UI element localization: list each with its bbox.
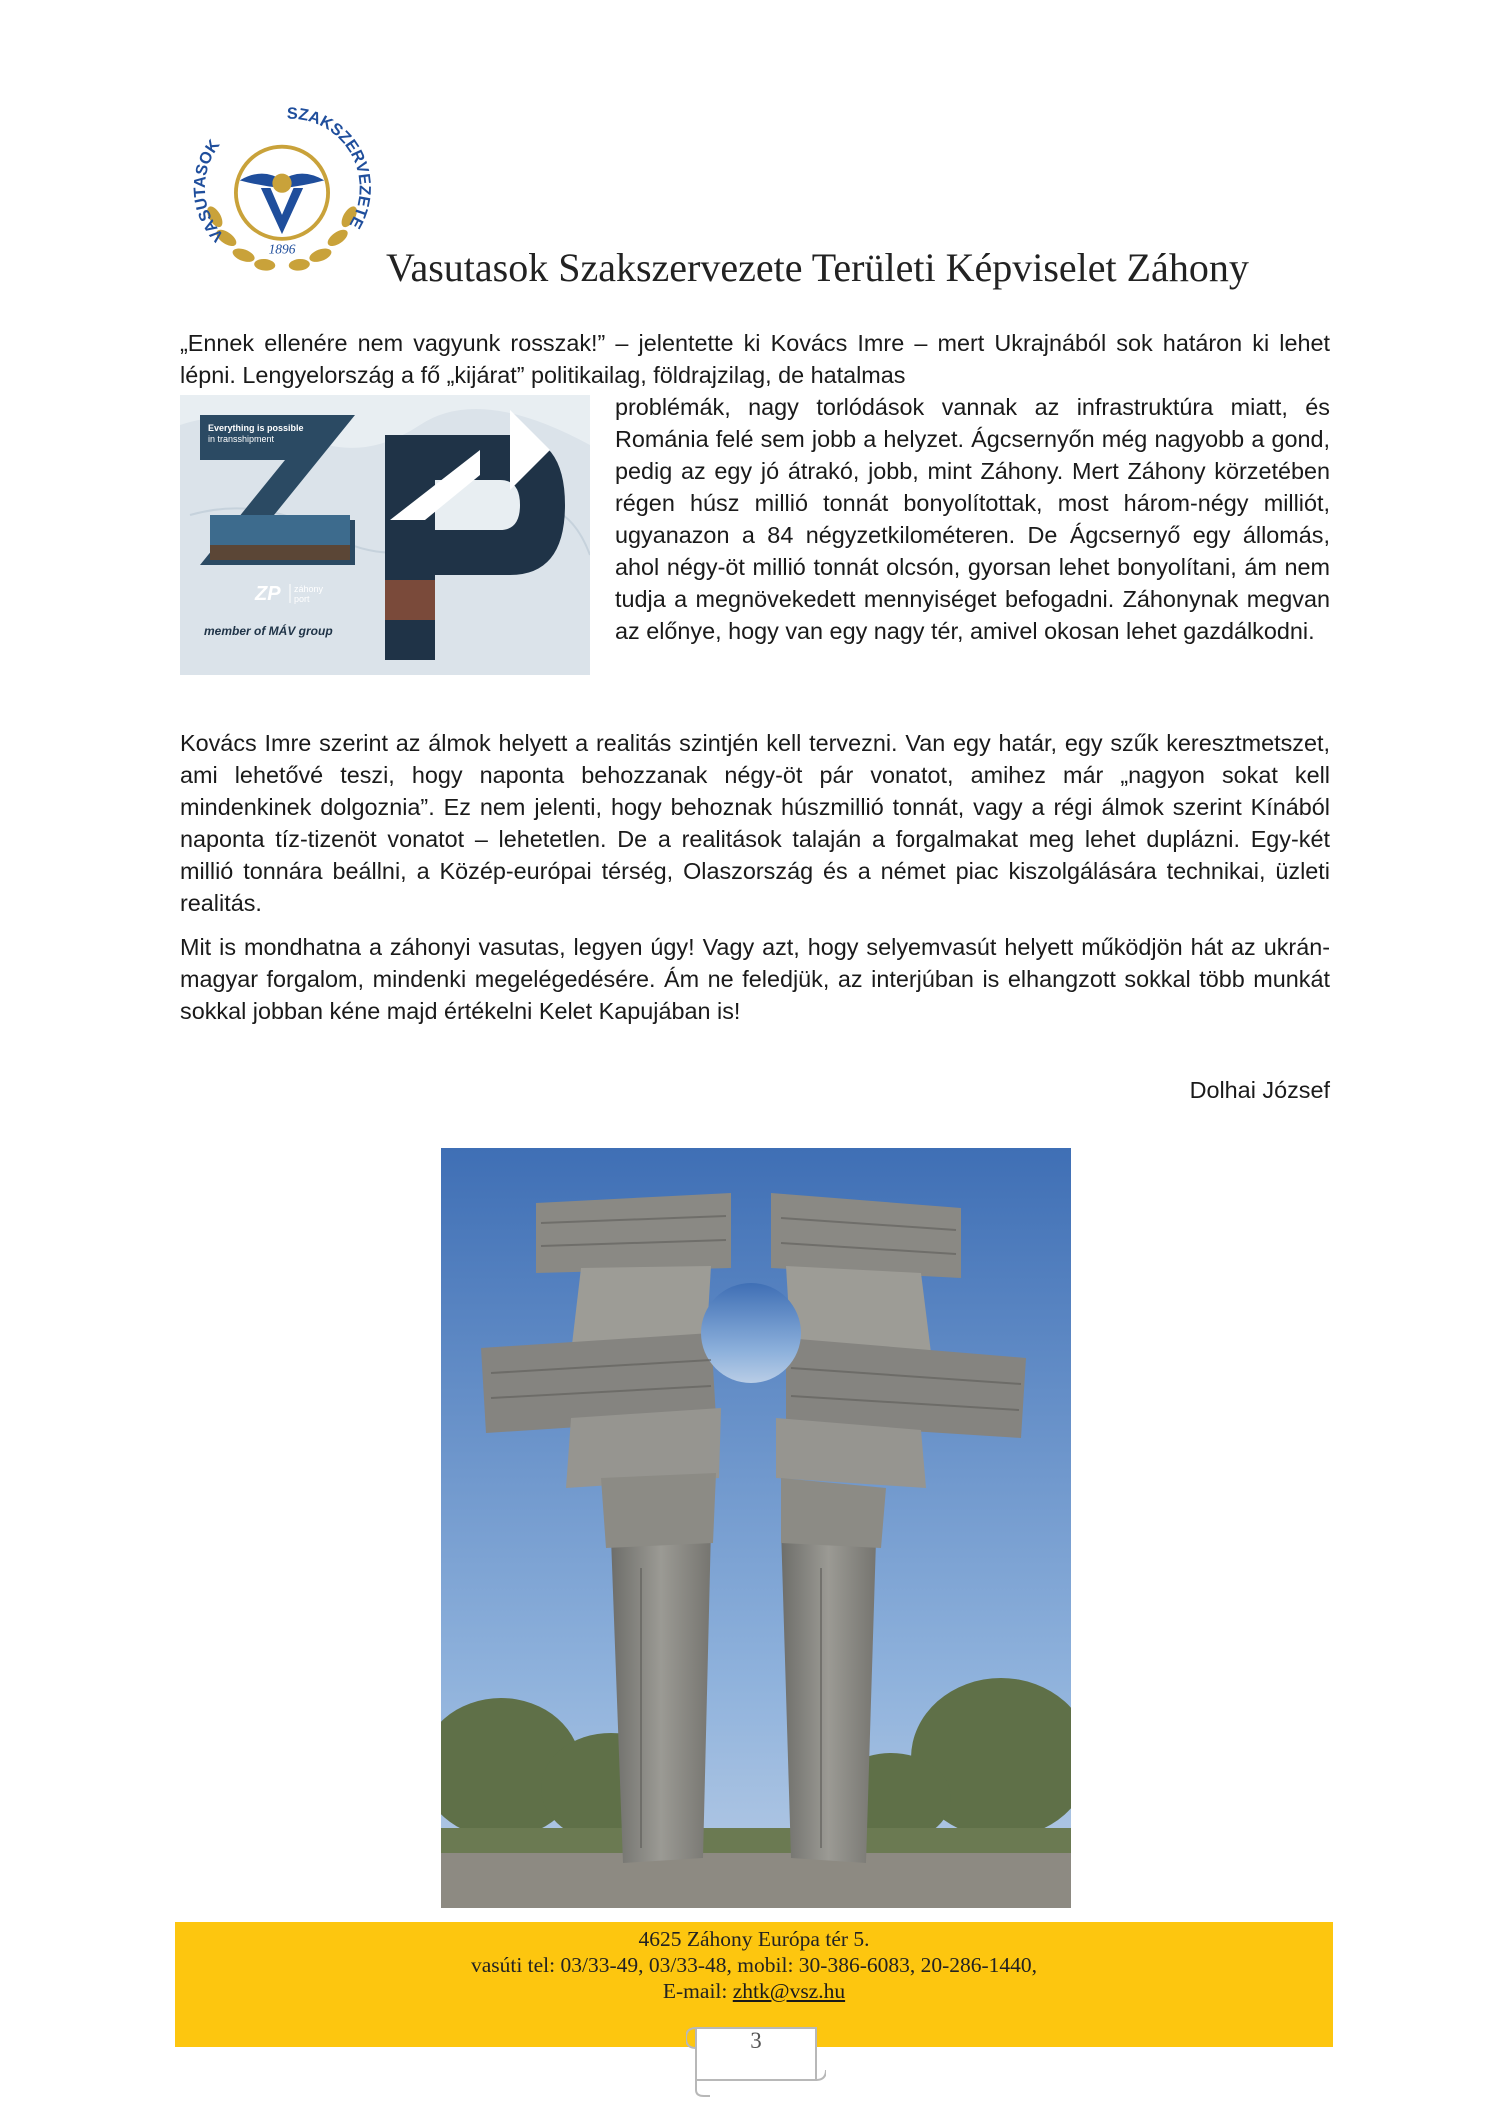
logo-arc-text-left: VASUTASOK — [190, 136, 228, 246]
logo-arc-text-right: SZAKSZERVEZETE — [286, 104, 374, 232]
zp-slogan-line1: Everything is possible — [208, 423, 304, 433]
zp-brand-short: ZP — [255, 583, 281, 605]
zahony-port-ad-image — [180, 395, 590, 675]
logo-year: 1896 — [268, 241, 296, 257]
page-number: 3 — [750, 2028, 762, 2053]
paragraph-1-right: problémák, nagy torlódások vannak az infrastruktúra miatt, és Románia felé sem jobb a helyzet. Ágcsernyőn még nagyobb a gond, pedig az egy jó átrakó, jobb, mint Záhony. Mert Záhony körzetében régen húsz millió tonnát bonyolítottak, most három-négy milliót, ugyanazon a 84 négyzetkilométeren. De Ágcsernyő egy állomás, ahol négy-öt millió tonnát olcsón, gyorsan lehet bonyolítani, ám nem tudja a megnövekedett mennyiséget befogadni. Záhonynak megvan az előnye, hogy van egy nagy tér, amivel okosan lehet gazdálkodni. — [615, 394, 1330, 644]
union-logo — [186, 92, 378, 284]
paragraph-1-top: „Ennek ellenére nem vagyunk rosszak!” – jelentette ki Kovács Imre – mert Ukrajnából sok határon ki lehet lépni. Lengyelország a fő „kijárat” politikailag, földrajzilag, de hatalmas — [180, 330, 1330, 388]
zp-brand-line2: port — [294, 594, 310, 604]
footer-phones: vasúti tel: 03/33-49, 03/33-48, mobil: 30-386-6083, 20-286-1440, — [470, 1953, 1038, 1977]
page-title: Vasutasok Szakszervezete Területi Képviselet Záhony — [386, 245, 1249, 290]
author-signature: Dolhai József — [1189, 1077, 1330, 1103]
footer-email-line — [175, 1978, 1333, 2004]
zp-member-text: member of MÁV group — [204, 624, 333, 638]
footer-email-link[interactable]: zhtk@vsz.hu — [732, 1979, 846, 2003]
footer-email-label: E-mail: — [662, 1979, 733, 2003]
zp-slogan-line2: in transshipment — [208, 434, 275, 444]
svg-text:VASUTASOK — [191, 136, 228, 245]
footer-address: 4625 Záhony Európa tér 5. — [638, 1927, 870, 1951]
paragraph-3: Mit is mondhatna a záhonyi vasutas, legyen úgy! Vagy azt, hogy selyemvasút helyett működjön hát az ukrán-magyar forgalom, mindenki megelégedésére. Ám ne feledjük, az interjúban is elhangzott sokkal több munkát sokkal jobban kéne majd értékelni Kelet Kapujában is! — [180, 934, 1330, 1024]
paragraph-2: Kovács Imre szerint az álmok helyett a realitás szintjén kell tervezni. Van egy határ, egy szűk keresztmetszet, ami lehetővé teszi, hogy naponta behozzanak négy-öt pár vonatot, amihez már „nagyon sokat kell mindenkinek dolgoznia”. Ez nem jelenti, hogy behoznak húszmillió tonnát, vagy a régi álmok szerint Kínából naponta tíz-tizenöt vonatot – lehetetlen. De a realitások talaján a forgalmakat meg lehet duplázni. Egy-két millió tonnára beállni, a Közép-európai térség, Olaszország és a német piac kiszolgálására technikai, üzleti realitás. — [180, 730, 1330, 916]
zp-brand-line1: záhony — [294, 584, 324, 594]
concrete-monument-photo — [441, 1148, 1071, 1908]
